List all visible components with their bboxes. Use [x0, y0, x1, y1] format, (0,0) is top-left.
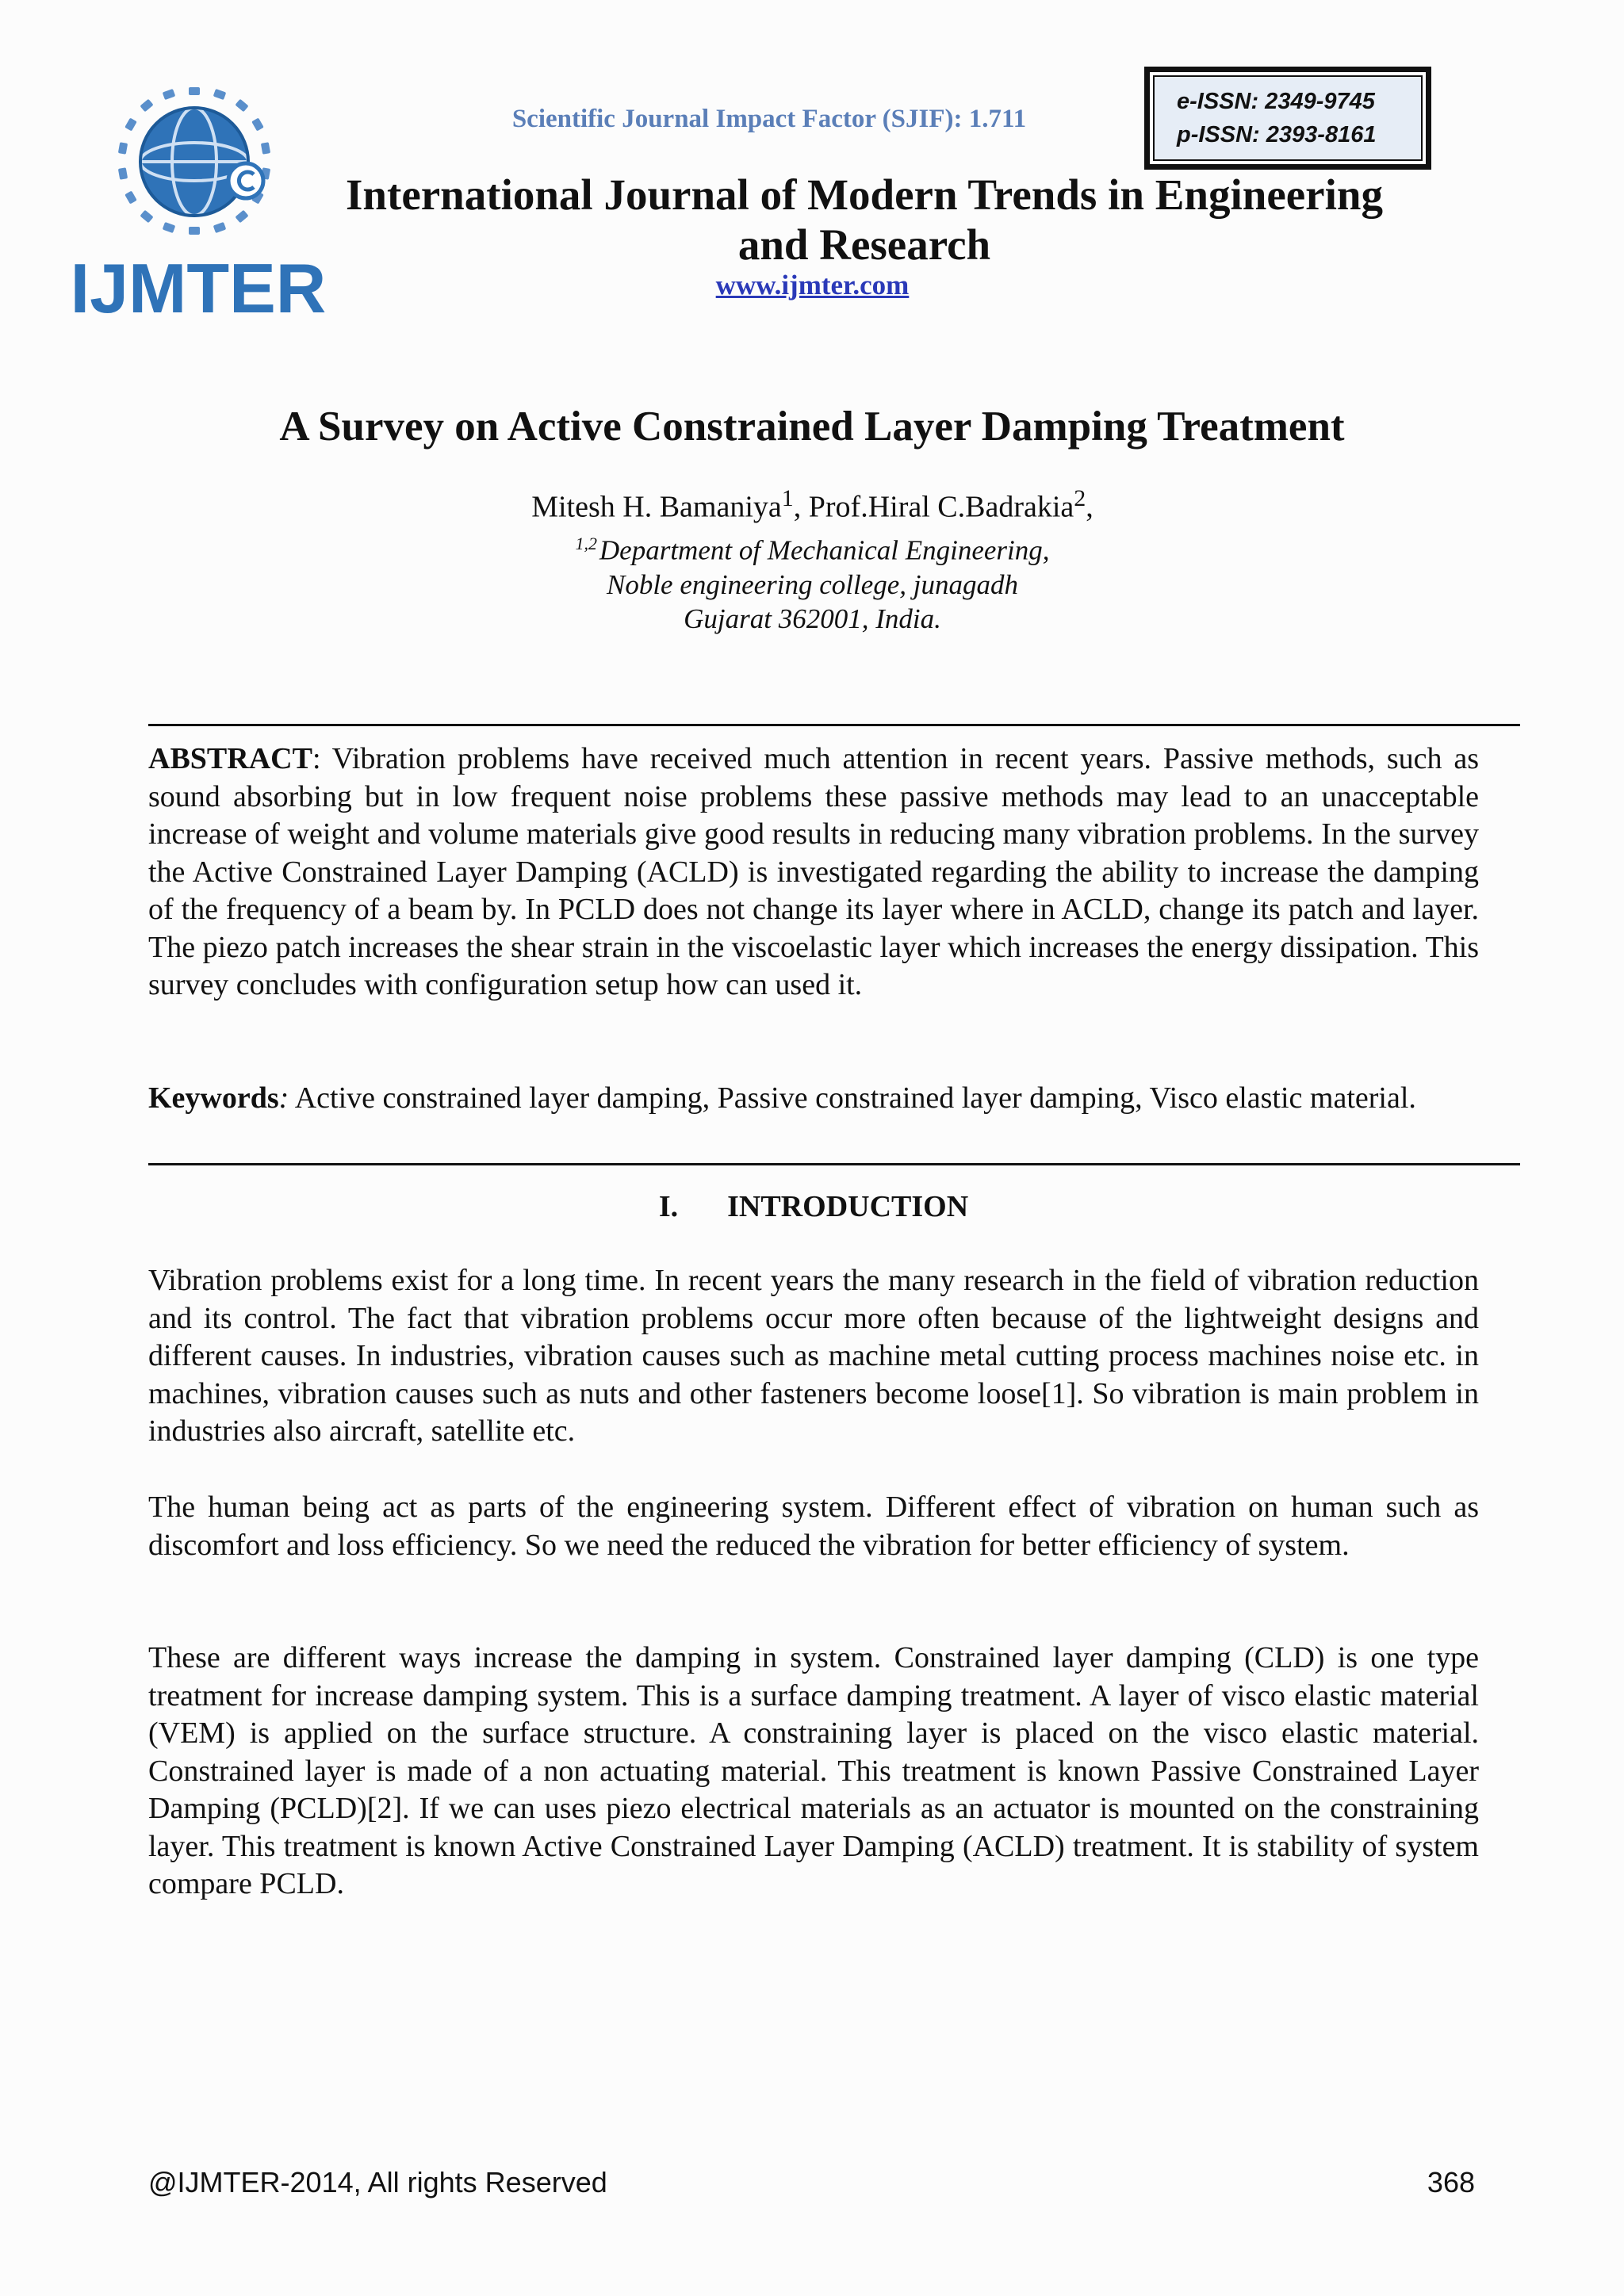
- keywords: [148, 1080, 1479, 1118]
- author-trail: ,: [1086, 490, 1094, 524]
- keywords-text: Active constrained layer damping, Passive constrained layer damping, Visco elastic material.: [289, 1081, 1416, 1115]
- e-issn: e-ISSN: 2349-9745: [1177, 89, 1375, 114]
- keywords-label: Keywords: [148, 1081, 279, 1115]
- journal-website-link[interactable]: www.ijmter.com: [715, 270, 910, 300]
- affiliation-sup: 1,2: [575, 534, 597, 553]
- abstract-text: : Vibration problems have received much attention in recent years. Passive methods, such as sound absorbing but in low frequent noise problems these passive methods may lead to an unacceptable increase of weight and volume materials give good results in reducing many vibration problems. In the survey the Active Constrained Layer Damping (ACLD) is investigated regarding the ability to increase the damping of the frequency of a beam by. In PCLD does not change its layer where in ACLD, change its patch and layer. The piezo patch increases the shear strain in the viscoelastic layer which increases the energy dissipation. This survey concludes with configuration setup how can used it.: [148, 742, 1479, 1001]
- section-title: INTRODUCTION: [727, 1190, 969, 1223]
- affiliation-line3: Gujarat 362001, India.: [684, 603, 941, 634]
- journal-name-line2: and Research: [737, 220, 991, 269]
- journal-name-line1: International Journal of Modern Trends in Engineering: [346, 170, 1383, 219]
- section-heading-introduction: [148, 1189, 1479, 1224]
- affiliation-line1: Department of Mechanical Engineering,: [599, 534, 1050, 566]
- keywords-colon: :: [278, 1081, 289, 1115]
- intro-paragraph-1: Vibration problems exist for a long time. In recent years the many research in the field of vibration reduction and its control. The fact that vibration problems occur more often because of the lightweight designs and different causes. In industries, vibration causes such as machine metal cutting process machines noise etc. in machines, vibration causes such as nuts and other fasteners become loose[1]. So vibration is main problem in industries also aircraft, satellite etc.: [148, 1264, 1479, 1448]
- impact-factor: Scientific Journal Impact Factor (SJIF): 1.711: [511, 105, 1027, 133]
- abstract: [148, 740, 1479, 1004]
- author-2: , Prof.Hiral C.Badrakia: [793, 490, 1074, 524]
- paper-title: A Survey on Active Constrained Layer Damping Treatment: [279, 404, 1345, 450]
- section-number: I.: [658, 1190, 679, 1223]
- author-1: Mitesh H. Bamaniya: [531, 490, 782, 524]
- author-line: [317, 485, 1308, 525]
- abstract-label: ABSTRACT: [148, 742, 312, 775]
- bottom-rule: [148, 1163, 1520, 1165]
- author-2-sup: 2: [1074, 485, 1086, 511]
- issn-box: [1144, 67, 1431, 170]
- affiliation: [317, 526, 1308, 636]
- top-rule: [148, 724, 1520, 726]
- author-1-sup: 1: [781, 485, 794, 511]
- logo-wordmark: IJMTER: [70, 249, 327, 327]
- page-number: 368: [1427, 2166, 1475, 2198]
- journal-logo: [70, 86, 327, 327]
- intro-paragraph-3: These are different ways increase the damping in system. Constrained layer damping (CLD) is one type treatment for increase damping system. This is a surface damping treatment. A layer of visco elastic material (VEM) is applied on the surface structure. A constraining layer is placed on the visco elastic material. Constrained layer is made of a non actuating material. This treatment is known Passive Constrained Layer Damping (PCLD)[2]. If we can uses piezo electrical materials as an actuator is mounted on the constraining layer. This treatment is known Active Constrained Layer Damping (ACLD) treatment. It is stability of system compare PCLD.: [148, 1641, 1479, 1900]
- footer-copyright: @IJMTER-2014, All rights Reserved: [148, 2166, 607, 2198]
- journal-name: [317, 170, 1411, 270]
- affiliation-line2: Noble engineering college, junagadh: [606, 568, 1019, 600]
- p-issn: p-ISSN: 2393-8161: [1177, 122, 1377, 147]
- intro-paragraph-2: The human being act as parts of the engineering system. Different effect of vibration on human such as discomfort and loss efficiency. So we need the reduced the vibration for better efficiency of system.: [148, 1490, 1479, 1562]
